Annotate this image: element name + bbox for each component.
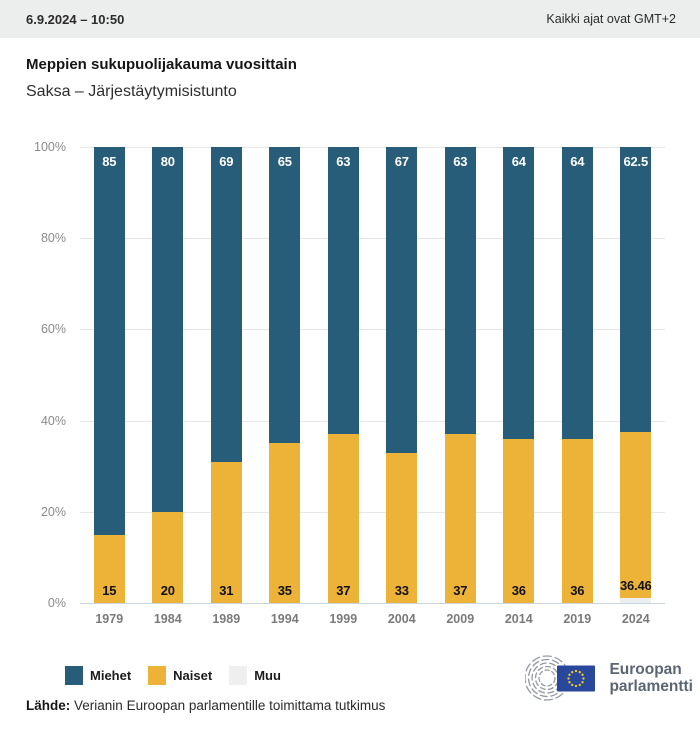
value-label-miehet: 64	[570, 154, 585, 169]
stacked-bar-1999[interactable]	[328, 147, 359, 603]
x-tick-label: 2014	[504, 612, 533, 626]
value-label-miehet: 65	[277, 154, 292, 169]
hemicycle-logo-icon	[525, 654, 601, 702]
y-tick-label: 60%	[40, 322, 66, 337]
segment-miehet-1984[interactable]	[152, 147, 183, 512]
segment-naiset-1979[interactable]	[94, 535, 125, 603]
stacked-bar-1979[interactable]	[94, 147, 125, 603]
segment-miehet-1999[interactable]	[328, 147, 359, 434]
segment-naiset-1989[interactable]	[211, 462, 242, 603]
segment-miehet-2019[interactable]	[562, 147, 593, 439]
logo-line2: parlamentti	[609, 678, 693, 695]
x-tick-label: 1979	[95, 612, 124, 626]
bar-column-2014	[490, 147, 549, 626]
bar-column-2004	[373, 147, 432, 626]
legend-swatch-icon	[148, 666, 166, 685]
bar-column-1999	[314, 147, 373, 626]
value-label-miehet: 63	[453, 154, 468, 169]
header-datetime: 6.9.2024 – 10:50	[26, 11, 125, 27]
legend-label: Muu	[254, 668, 281, 683]
segment-naiset-2014[interactable]	[503, 439, 534, 603]
segment-naiset-1994[interactable]	[269, 443, 300, 603]
segment-naiset-1984[interactable]	[152, 512, 183, 603]
segment-naiset-2024[interactable]	[620, 432, 651, 598]
legend-swatch-icon	[65, 666, 83, 685]
stacked-bar-2019[interactable]	[562, 147, 593, 603]
x-tick-label: 2004	[387, 612, 416, 626]
value-label-miehet: 64	[511, 154, 526, 169]
x-tick-label: 2009	[446, 612, 475, 626]
value-label-naiset: 36	[511, 582, 526, 598]
x-tick-label: 2019	[563, 612, 592, 626]
logo-wordmark	[609, 661, 693, 696]
stacked-bar-1989[interactable]	[211, 147, 242, 603]
segment-naiset-2019[interactable]	[562, 439, 593, 603]
y-tick-label: 80%	[40, 231, 66, 246]
segment-naiset-2004[interactable]	[386, 453, 417, 603]
source-note	[26, 698, 385, 713]
value-label-naiset: 36	[570, 582, 585, 598]
logo-line1: Euroopan	[609, 660, 682, 678]
stacked-bar-1984[interactable]	[152, 147, 183, 603]
stacked-bar-2024[interactable]	[620, 147, 651, 603]
segment-miehet-1989[interactable]	[211, 147, 242, 462]
x-tick-label: 2024	[621, 612, 650, 626]
chart-legend	[65, 666, 298, 685]
plot-area	[80, 147, 665, 626]
source-label: Lähde:	[26, 698, 71, 713]
stacked-bar-2009[interactable]	[445, 147, 476, 603]
y-tick-label: 0%	[47, 596, 66, 610]
bar-column-2019	[548, 147, 607, 626]
segment-miehet-2009[interactable]	[445, 147, 476, 434]
x-tick-label: 1999	[329, 612, 358, 626]
legend-item-naiset[interactable]	[148, 666, 212, 685]
legend-item-miehet[interactable]	[65, 666, 131, 685]
bar-column-1989	[197, 147, 256, 626]
segment-miehet-2004[interactable]	[386, 147, 417, 453]
value-label-miehet: 67	[394, 154, 409, 169]
page-title: Meppien sukupuolijakauma vuosittain	[26, 56, 297, 73]
header-bar	[0, 0, 700, 38]
value-label-naiset: 33	[394, 582, 409, 598]
bar-column-1984	[139, 147, 198, 626]
legend-item-muu[interactable]	[229, 666, 281, 685]
y-tick-label: 40%	[40, 413, 66, 428]
legend-label: Miehet	[90, 668, 132, 683]
legend-label: Naiset	[173, 668, 213, 683]
segment-muu-2024[interactable]	[620, 598, 651, 603]
y-tick-label: 100%	[34, 140, 66, 154]
stacked-bar-2004[interactable]	[386, 147, 417, 603]
segment-miehet-2014[interactable]	[503, 147, 534, 439]
x-axis-line	[80, 603, 665, 604]
stacked-bar-2014[interactable]	[503, 147, 534, 603]
segment-naiset-1999[interactable]	[328, 434, 359, 603]
value-label-naiset: 31	[219, 582, 234, 598]
x-tick-label: 1994	[270, 612, 299, 626]
stacked-bar-1994[interactable]	[269, 147, 300, 603]
header-timezone-note: Kaikki ajat ovat GMT+2	[546, 12, 676, 26]
bar-column-1994	[256, 147, 315, 626]
page-subtitle: Saksa – Järjestäytymisistunto	[26, 83, 237, 100]
legend-swatch-icon	[229, 666, 247, 685]
value-label-miehet: 62.5	[623, 154, 648, 169]
value-label-naiset: 37	[336, 582, 351, 598]
value-label-naiset: 36.46	[619, 578, 652, 594]
value-label-miehet: 85	[102, 154, 117, 169]
x-tick-label: 1984	[153, 612, 182, 626]
value-label-naiset: 20	[160, 582, 175, 598]
segment-naiset-2009[interactable]	[445, 434, 476, 603]
bar-column-2009	[431, 147, 490, 626]
value-label-naiset: 15	[102, 582, 117, 598]
eu-flag-icon	[557, 666, 595, 692]
source-text: Verianin Euroopan parlamentille toimittama tutkimus	[74, 698, 386, 713]
value-label-miehet: 69	[219, 154, 234, 169]
value-label-naiset: 37	[453, 582, 468, 598]
segment-miehet-2024[interactable]	[620, 147, 651, 432]
bar-column-1979	[80, 147, 139, 626]
european-parliament-logo	[525, 654, 693, 702]
y-tick-label: 20%	[40, 504, 66, 519]
segment-miehet-1994[interactable]	[269, 147, 300, 443]
segment-miehet-1979[interactable]	[94, 147, 125, 535]
x-tick-label: 1989	[212, 612, 241, 626]
value-label-naiset: 35	[277, 582, 292, 598]
bar-column-2024	[607, 147, 666, 626]
value-label-miehet: 80	[160, 154, 175, 169]
value-label-miehet: 63	[336, 154, 351, 169]
y-axis-labels	[0, 140, 66, 610]
